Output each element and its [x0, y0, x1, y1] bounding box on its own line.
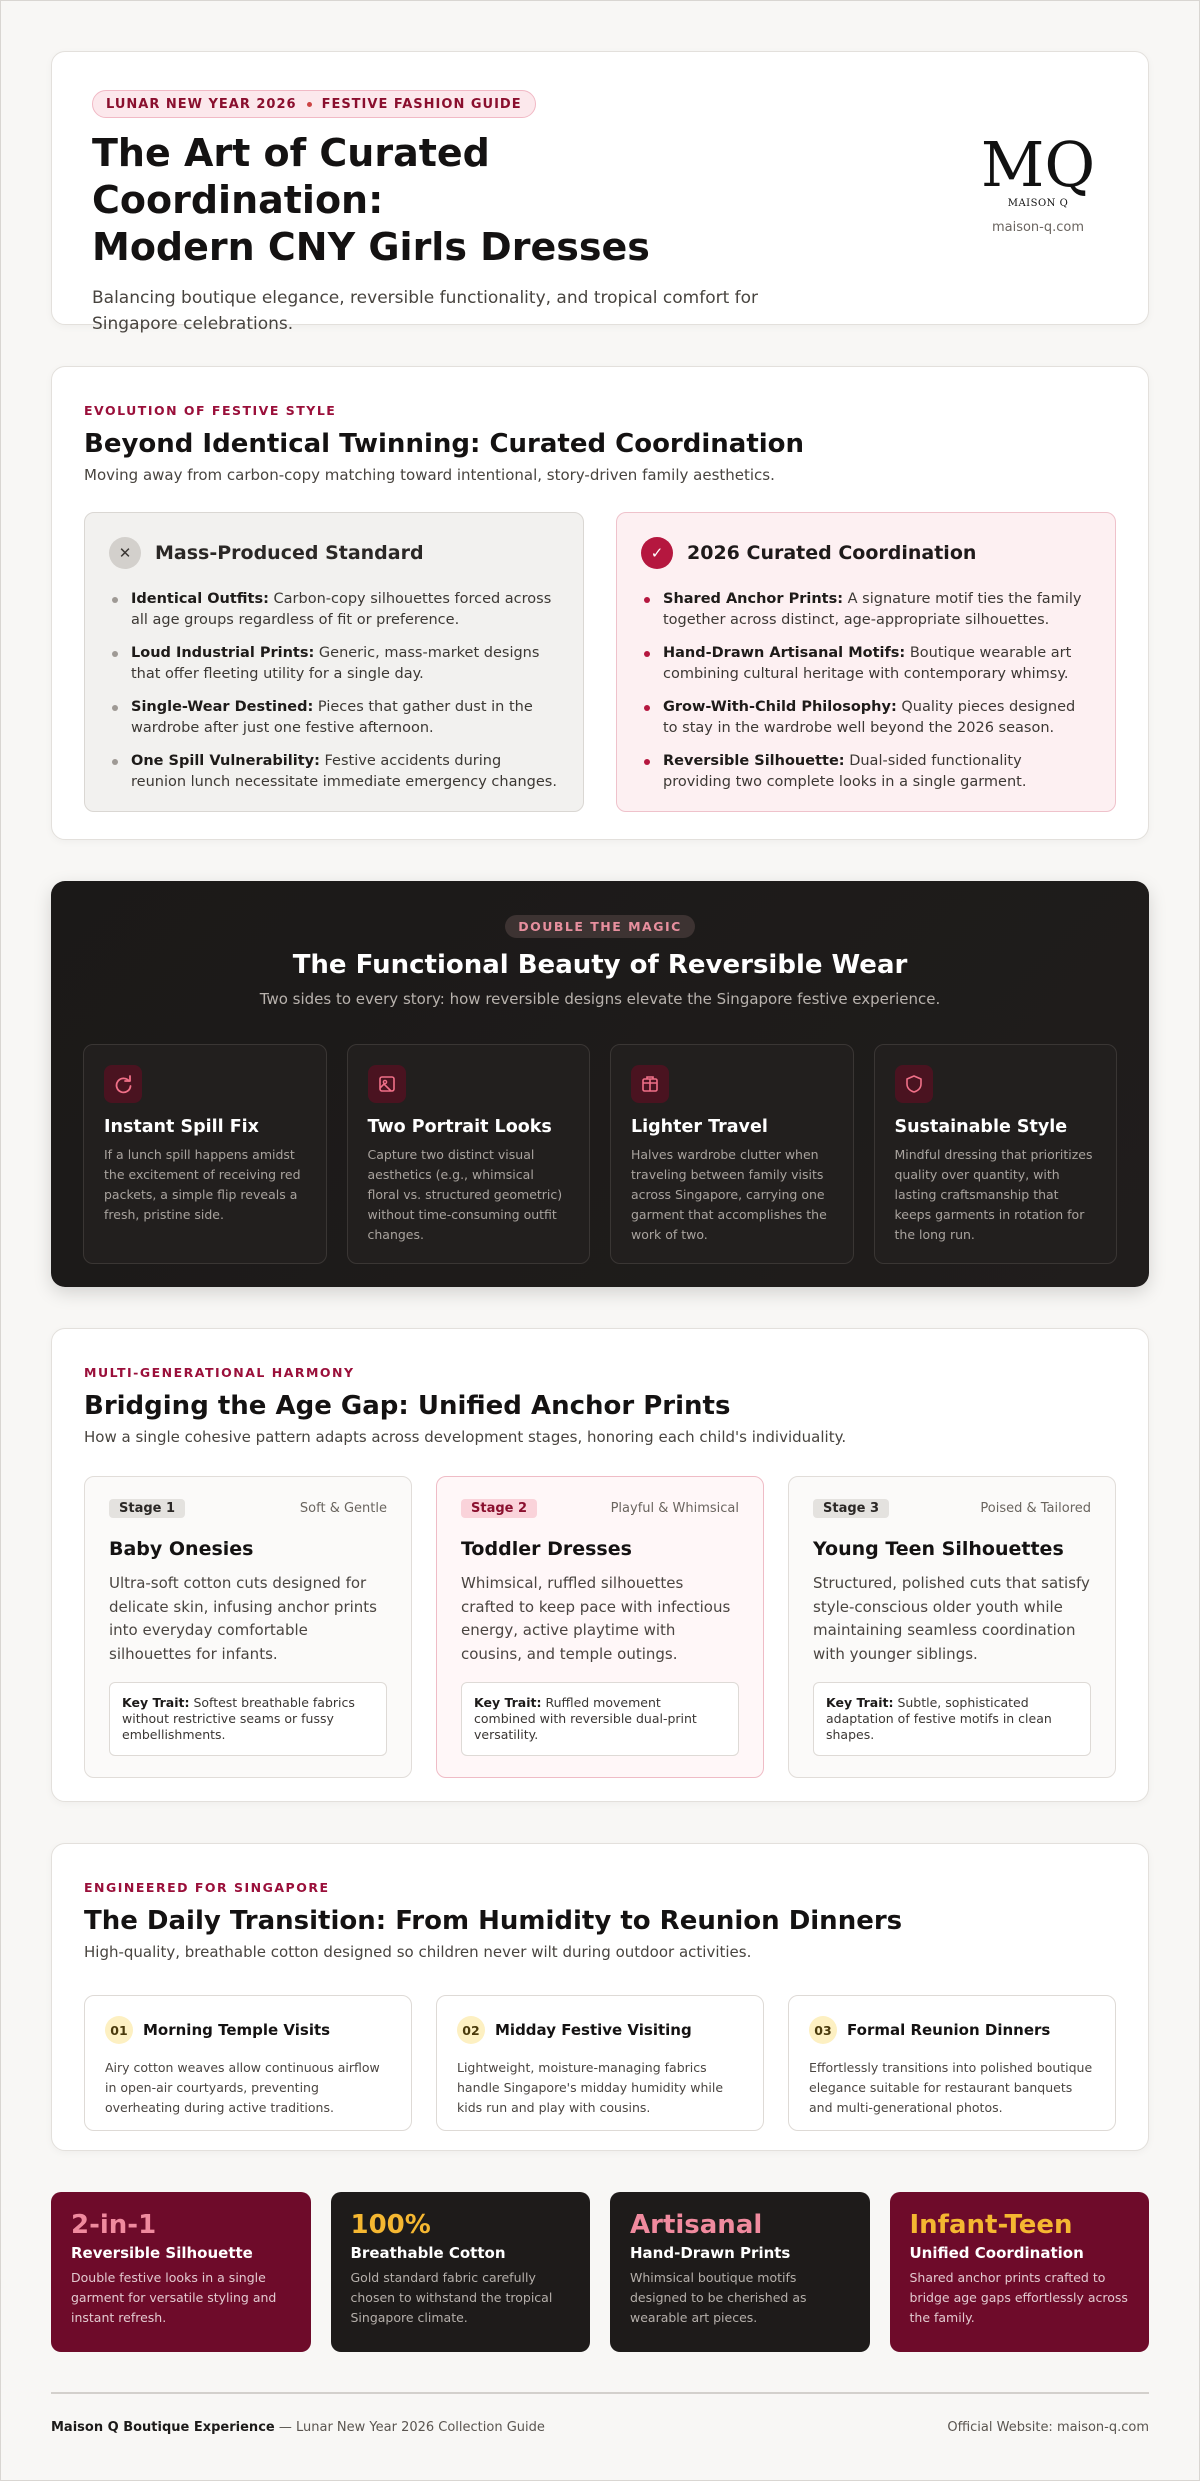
- step-title: Formal Reunion Dinners: [847, 2021, 1051, 2039]
- shield-icon: [895, 1065, 933, 1103]
- feature-title: Lighter Travel: [631, 1117, 768, 1137]
- step-desc: Airy cotton weaves allow continuous airflow in open-air courtyards, preventing overheating during active traditions.: [105, 2060, 380, 2115]
- stage-header: [813, 1499, 1091, 1518]
- step-number: 03: [809, 2016, 837, 2044]
- transition-eyebrow: ENGINEERED FOR SINGAPORE: [84, 1880, 330, 1895]
- feature-card: [874, 1044, 1118, 1264]
- reversible-pill: DOUBLE THE MAGIC: [505, 915, 695, 938]
- stat-value: 100%: [350, 2210, 431, 2240]
- stage-tag: Stage 1: [109, 1499, 185, 1518]
- stat-desc: Shared anchor prints crafted to bridge age gaps effortlessly across the family.: [909, 2270, 1128, 2325]
- stage-row: [84, 1476, 1116, 1778]
- refresh-icon: [104, 1065, 142, 1103]
- stat-desc: Whimsical boutique motifs designed to be cherished as wearable art pieces.: [630, 2270, 807, 2325]
- stat-value: 2-in-1: [71, 2210, 157, 2240]
- logo-monogram: MQ: [980, 128, 1096, 201]
- stat-label: Unified Coordination: [909, 2244, 1084, 2262]
- step-card: [788, 1995, 1116, 2131]
- stage-desc: Ultra-soft cotton cuts designed for delicate skin, infusing anchor prints into everyday comfortable silhouettes for infants.: [109, 1574, 377, 1663]
- old-list: [109, 589, 559, 793]
- stage-tag: Stage 2: [461, 1499, 537, 1518]
- transition-title: The Daily Transition: From Humidity to Reunion Dinners: [84, 1906, 903, 1936]
- item-text: Generic, mass-market designs that offer fleeting utility for a single day.: [131, 645, 540, 682]
- check-icon: ✓: [641, 537, 673, 569]
- evolution-section: [51, 366, 1149, 840]
- old-title: Mass-Produced Standard: [155, 542, 424, 564]
- harmony-eyebrow: MULTI-GENERATIONAL HARMONY: [84, 1365, 355, 1380]
- list-item: [109, 697, 559, 739]
- logo-url[interactable]: maison-q.com: [991, 220, 1085, 235]
- stage-header: [109, 1499, 387, 1518]
- item-term: Single-Wear Destined:: [131, 699, 314, 715]
- stats-row: [51, 2192, 1149, 2352]
- key-trait-label: Key Trait:: [826, 1695, 894, 1710]
- step-desc: Effortlessly transitions into polished boutique elegance suitable for restaurant banquets and multi-generational photos.: [809, 2060, 1093, 2115]
- list-item: [109, 589, 559, 631]
- harmony-subtitle: How a single cohesive pattern adapts across development stages, honoring each child's individuality.: [84, 1428, 847, 1446]
- stage-mood: Playful & Whimsical: [610, 1501, 739, 1516]
- step-row: [84, 1995, 1116, 2131]
- stage-mood: Soft & Gentle: [299, 1501, 387, 1516]
- stage-card: [436, 1476, 764, 1778]
- key-trait-text: Softest breathable fabrics without restrictive seams or fussy embellishments.: [122, 1695, 355, 1742]
- new-title: 2026 Curated Coordination: [687, 542, 977, 564]
- page-subtitle: Balancing boutique elegance, reversible functionality, and tropical comfort for Singapore celebrations.: [92, 288, 759, 334]
- step-number: 02: [457, 2016, 485, 2044]
- reversible-section: [51, 881, 1149, 1287]
- step-desc: Lightweight, moisture-managing fabrics handle Singapore's midday humidity while kids run and play with cousins.: [457, 2060, 724, 2115]
- item-text: Carbon-copy silhouettes forced across all age groups regardless of fit or preference.: [131, 591, 552, 628]
- stage-header: [461, 1499, 739, 1518]
- item-term: Loud Industrial Prints:: [131, 645, 315, 661]
- item-term: Grow-With-Child Philosophy:: [663, 699, 897, 715]
- page-title: [92, 130, 792, 271]
- step-card: [84, 1995, 412, 2131]
- key-trait-label: Key Trait:: [474, 1695, 542, 1710]
- feature-row: [83, 1044, 1117, 1264]
- stat-label: Reversible Silhouette: [71, 2244, 253, 2262]
- stage-desc: Whimsical, ruffled silhouettes crafted to keep pace with infectious energy, active playtime with cousins, and temple outings.: [461, 1574, 731, 1663]
- stat-card: [890, 2192, 1150, 2352]
- key-trait-box: [109, 1682, 387, 1756]
- list-item: [109, 643, 559, 685]
- stage-title: Toddler Dresses: [461, 1538, 632, 1560]
- footer-tagline: — Lunar New Year 2026 Collection Guide: [274, 2420, 545, 2435]
- feature-desc: If a lunch spill happens amidst the excitement of receiving red packets, a simple flip reveals a fresh, pristine side.: [104, 1147, 301, 1222]
- footer-website[interactable]: Official Website: maison-q.com: [947, 2420, 1149, 2435]
- list-item: [641, 643, 1091, 685]
- title-line-2: Modern CNY Girls Dresses: [92, 225, 650, 269]
- item-text: Festive accidents during reunion lunch necessitate immediate emergency changes.: [131, 753, 557, 790]
- reversible-subtitle: Two sides to every story: how reversible designs elevate the Singapore festive experience.: [259, 990, 941, 1008]
- list-item: [641, 751, 1091, 793]
- stage-card: [788, 1476, 1116, 1778]
- close-icon: ✕: [109, 537, 141, 569]
- feature-title: Two Portrait Looks: [367, 1117, 552, 1137]
- item-term: Shared Anchor Prints:: [663, 591, 844, 607]
- transition-section: [51, 1843, 1149, 2151]
- stat-card: [610, 2192, 870, 2352]
- evolution-subtitle: Moving away from carbon-copy matching toward intentional, story-driven family aesthetics.: [84, 466, 775, 484]
- footer: [51, 2392, 1149, 2435]
- stage-card: [84, 1476, 412, 1778]
- header-pill: [92, 90, 536, 118]
- pill-dot: [307, 102, 312, 107]
- footer-left: [51, 2420, 545, 2435]
- item-text: Dual-sided functionality providing two complete looks in a single garment.: [663, 753, 1027, 790]
- feature-title: Sustainable Style: [894, 1117, 1068, 1137]
- step-title: Midday Festive Visiting: [495, 2021, 692, 2039]
- step-header: [105, 2016, 391, 2044]
- step-title: Morning Temple Visits: [143, 2021, 331, 2039]
- feature-card: [347, 1044, 591, 1264]
- list-item: [641, 697, 1091, 739]
- item-term: One Spill Vulnerability:: [131, 753, 320, 769]
- new-list: [641, 589, 1091, 793]
- harmony-section: [51, 1328, 1149, 1802]
- key-trait-text: Subtle, sophisticated adaptation of festive motifs in clean shapes.: [826, 1695, 1052, 1742]
- key-trait-text: Ruffled movement combined with reversible dual-print versatility.: [474, 1695, 697, 1742]
- item-term: Hand-Drawn Artisanal Motifs:: [663, 645, 906, 661]
- feature-desc: Mindful dressing that prioritizes quality over quantity, with lasting craftsmanship that keeps garments in rotation for the long run.: [894, 1147, 1093, 1242]
- key-trait-label: Key Trait:: [122, 1695, 190, 1710]
- key-trait-box: [813, 1682, 1091, 1756]
- feature-desc: Halves wardrobe clutter when traveling between family visits across Singapore, carrying one garment that accomplishes the work of two.: [631, 1147, 827, 1242]
- stat-label: Hand-Drawn Prints: [630, 2244, 791, 2262]
- stat-card: [331, 2192, 591, 2352]
- title-line-1: The Art of Curated Coordination:: [92, 131, 490, 222]
- harmony-title: Bridging the Age Gap: Unified Anchor Prints: [84, 1391, 731, 1421]
- logo-name: MAISON Q: [1007, 198, 1069, 209]
- evolution-title: Beyond Identical Twinning: Curated Coordination: [84, 429, 805, 459]
- stage-title: Baby Onesies: [109, 1538, 254, 1560]
- mass-produced-card: [84, 512, 584, 812]
- feature-title: Instant Spill Fix: [104, 1117, 259, 1137]
- stage-tag: Stage 3: [813, 1499, 889, 1518]
- image-icon: [368, 1065, 406, 1103]
- stat-card: [51, 2192, 311, 2352]
- step-header: [809, 2016, 1095, 2044]
- feature-card: [610, 1044, 854, 1264]
- feature-desc: Capture two distinct visual aesthetics (e.g., whimsical floral vs. structured geometric) without time-consuming outfit changes.: [367, 1147, 563, 1242]
- stage-desc: Structured, polished cuts that satisfy style-conscious older youth while maintaining seamless coordination with younger siblings.: [813, 1574, 1090, 1663]
- footer-brand: Maison Q Boutique Experience: [51, 2420, 275, 2435]
- evolution-eyebrow: EVOLUTION OF FESTIVE STYLE: [84, 403, 337, 418]
- feature-card: [83, 1044, 327, 1264]
- stage-mood: Poised & Tailored: [980, 1501, 1091, 1516]
- stat-label: Breathable Cotton: [350, 2244, 506, 2262]
- comparison: [84, 512, 1116, 812]
- list-item: [109, 751, 559, 793]
- pill-left-label: LUNAR NEW YEAR 2026: [106, 96, 297, 112]
- step-number: 01: [105, 2016, 133, 2044]
- luggage-icon: [631, 1065, 669, 1103]
- stat-desc: Double festive looks in a single garment for versatile styling and instant refresh.: [71, 2270, 277, 2325]
- stat-value: Infant-Teen: [909, 2210, 1073, 2240]
- header-card: [51, 51, 1149, 334]
- item-text: Boutique wearable art combining cultural heritage with contemporary whimsy.: [663, 645, 1072, 682]
- transition-subtitle: High-quality, breathable cotton designed so children never wilt during outdoor activities.: [84, 1943, 752, 1961]
- stat-value: Artisanal: [630, 2210, 763, 2240]
- stage-title: Young Teen Silhouettes: [813, 1538, 1064, 1560]
- stat-desc: Gold standard fabric carefully chosen to withstand the tropical Singapore climate.: [350, 2270, 553, 2325]
- monogram-logo-icon: [980, 128, 1096, 210]
- pill-right-label: FESTIVE FASHION GUIDE: [321, 96, 522, 112]
- item-text: Quality pieces designed to stay in the wardrobe well beyond the 2026 season.: [663, 699, 1076, 736]
- step-header: [457, 2016, 743, 2044]
- list-item: [641, 589, 1091, 631]
- item-text: A signature motif ties the family together across distinct, age-appropriate silhouettes.: [663, 591, 1082, 628]
- reversible-title: The Functional Beauty of Reversible Wear: [292, 950, 908, 980]
- curated-card: [616, 512, 1116, 812]
- key-trait-box: [461, 1682, 739, 1756]
- brand-logo: [968, 128, 1108, 235]
- item-term: Reversible Silhouette:: [663, 753, 845, 769]
- step-card: [436, 1995, 764, 2131]
- item-term: Identical Outfits:: [131, 591, 269, 607]
- item-text: Pieces that gather dust in the wardrobe after just one festive afternoon.: [131, 699, 533, 736]
